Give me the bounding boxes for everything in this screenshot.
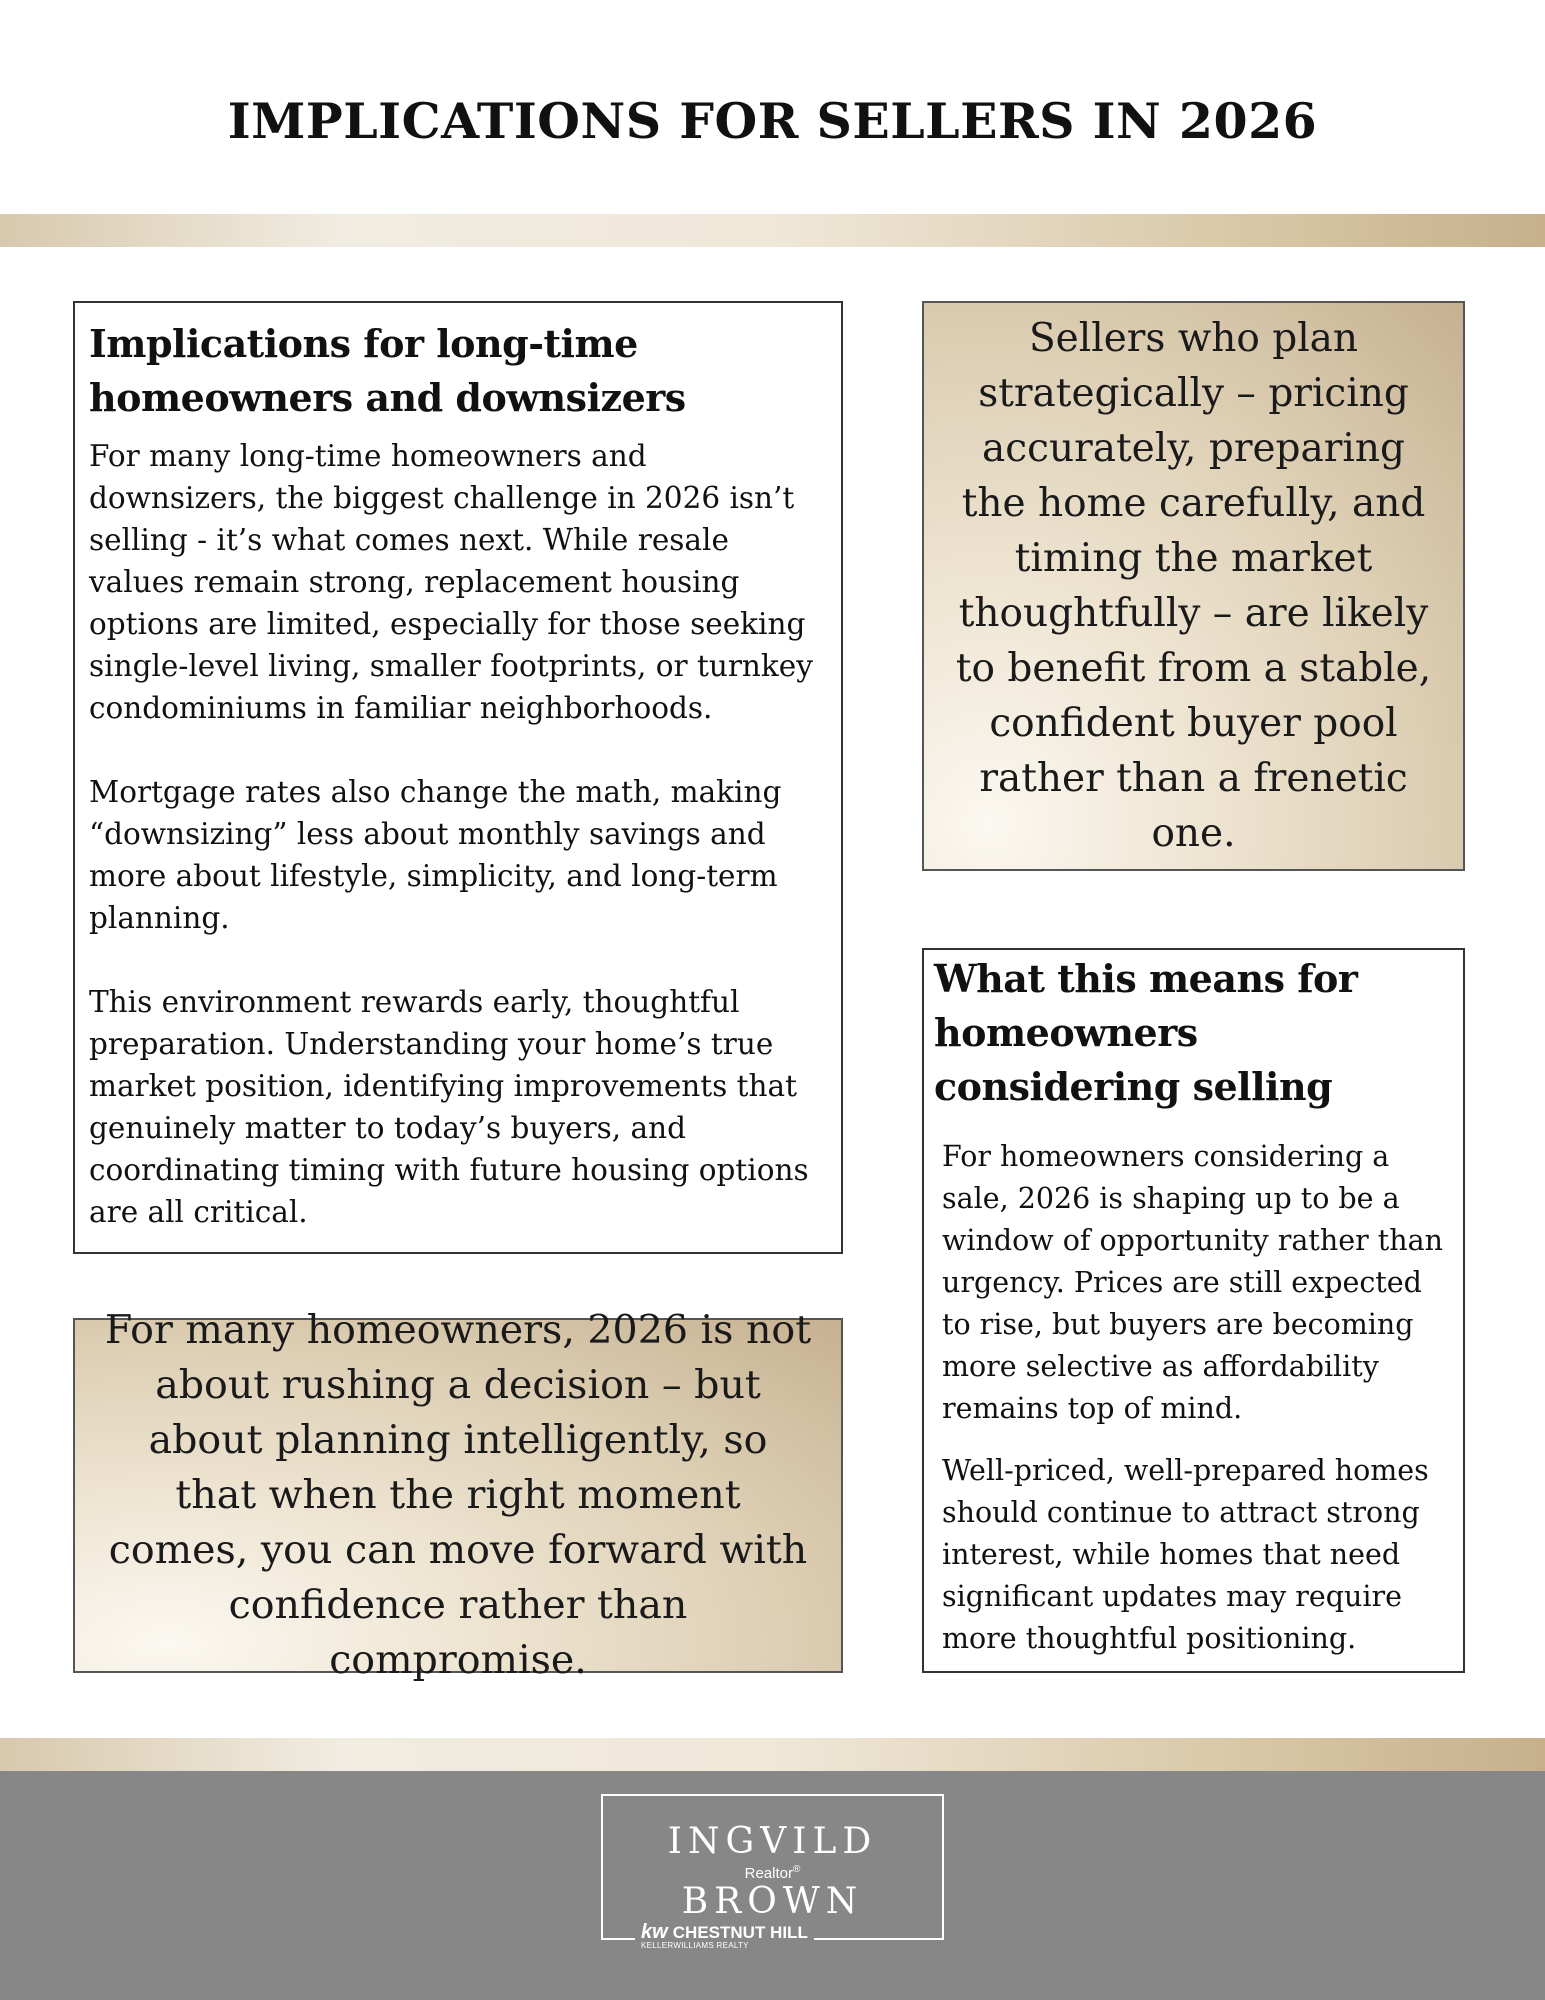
bottom-gold-band [0,1738,1545,1771]
brokerage-name: KELLERWILLIAMS REALTY [641,1941,749,1950]
downsizers-paragraph: Mortgage rates also change the math, making “downsizing” less about monthly savings and more about lifestyle, simplicity, and long-term planning. [89,775,782,935]
downsizers-paragraph: This environment rewards early, thoughtful preparation. Understanding your home’s true market position, identifying improvements that genuinely matter to today’s buyers, and coordinating timing with future housing options are all critical. [89,985,809,1229]
page-title: IMPLICATIONS FOR SELLERS IN 2026 [227,92,1318,150]
top-gold-band [0,214,1545,247]
sellers-strategy-callout [922,301,1465,871]
logo-first-name: INGVILD [667,1821,878,1862]
logo-designation-text: Realtor [744,1865,793,1882]
considering-selling-heading: What this means for homeowners considering selling [934,956,1358,1109]
downsizers-paragraph: For many long-time homeowners and downsizers, the biggest challenge in 2026 isn’t selling - it’s what comes next. While resale values remain strong, replacement housing options are limited, especially for those seeking single-level living, smaller footprints, or turnkey condominiums in familiar neighborhoods. [89,439,813,725]
downsizers-heading: Implications for long-time homeowners and downsizers [89,321,686,420]
planning-quote: For many homeowners, 2026 is not about rushing a decision – but about planning intelligently, so that when the right moment comes, you can move forward with confidence rather than compromise. [104,1307,812,1683]
kw-mark: kw [641,1921,668,1943]
brokerage-mark [635,1922,814,1950]
office-name: CHESTNUT HILL [672,1923,808,1942]
logo-designation [603,1862,942,1882]
downsizers-section [73,301,843,1254]
considering-selling-paragraph: For homeowners considering a sale, 2026 is shaping up to be a window of opportunity rather than urgency. Prices are still expected to rise, but buyers are becoming more selective as affordability remains top of mind. [942,1140,1443,1425]
agent-logo [601,1794,944,1950]
logo-last-name: BROWN [681,1881,864,1922]
considering-selling-section [922,948,1465,1673]
sellers-strategy-quote: Sellers who plan strategically – pricing accurately, preparing the home carefully, and timing the market thoughtfully – are likely to benefit from a stable, confident buyer pool rather than a frenetic one. [955,316,1432,856]
planning-callout [73,1307,843,1683]
considering-selling-paragraph: Well-priced, well-prepared homes should continue to attract strong interest, while homes that need significant updates may require more thoughtful positioning. [942,1454,1429,1655]
registered-mark: ® [792,1864,801,1875]
